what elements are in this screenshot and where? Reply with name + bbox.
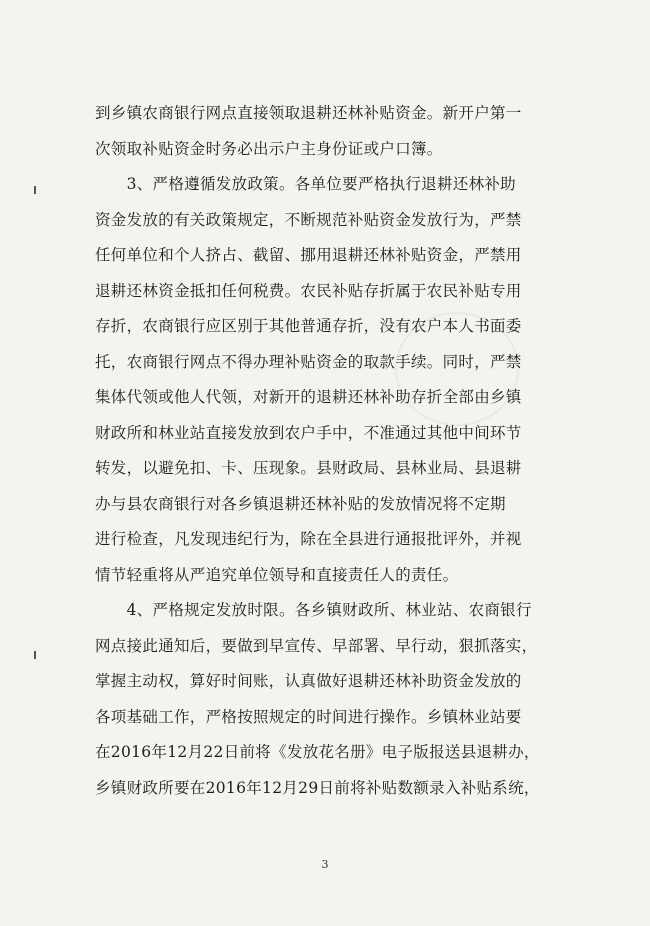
binding-mark-top [34, 186, 36, 194]
text-line: 托，农商银行网点不得办理补贴资金的取款手续。同时，严禁 [95, 352, 522, 371]
binding-mark-bottom [34, 651, 36, 659]
text-line: 4、严格规定发放时限。各乡镇财政所、林业站、农商银行 [95, 601, 532, 619]
text-line: 退耕还林资金抵扣任何税费。农民补贴存折属于农民补贴专用 [95, 281, 522, 300]
text-line: 情节轻重将从严追究单位领导和直接责任人的责任。 [95, 565, 459, 584]
text-line: 转发，以避免扣、卡、压现象。县财政局、县林业局、县退耕 [95, 459, 522, 477]
text-line: 存折，农商银行应区别于其他普通存折，没有农户本人书面委 [95, 317, 522, 335]
text-line: 次领取补贴资金时务必出示户主身份证或户口簿。 [95, 139, 443, 158]
text-line: 财政所和林业站直接发放到农户手中，不准通过其他中间环节 [95, 423, 522, 442]
text-line: 进行检查，凡发现违纪行为，除在全县进行通报批评外，并视 [95, 530, 522, 548]
text-line: 任何单位和个人挤占、截留、挪用退耕还林补贴资金，严禁用 [95, 246, 522, 264]
text-line: 网点接此通知后，要做到早宣传、早部署、早行动，狠抓落实， [95, 636, 538, 655]
text-line: 集体代领或他人代领，对新开的退耕还林补助存折全部由乡镇 [95, 388, 522, 406]
text-line: 办与县农商银行对各乡镇退耕还林补贴的发放情况将不定期 [95, 494, 506, 513]
text-line: 在2016年12月22日前将《发放花名册》电子版报送县退耕办， [95, 743, 540, 761]
text-line: 资金发放的有关政策规定，不断规范补贴资金发放行为，严禁 [95, 210, 522, 229]
text-line: 到乡镇农商银行网点直接领取退耕还林补贴资金。新开户第一 [95, 104, 522, 122]
text-line: 3、严格遵循发放政策。各单位要严格执行退耕还林补助 [95, 175, 516, 193]
page-number: 3 [321, 858, 329, 871]
body-text [95, 96, 575, 806]
text-line: 乡镇财政所要在2016年12月29日前将补贴数额录入补贴系统， [95, 778, 540, 797]
text-line: 各项基础工作，严格按照规定的时间进行操作。乡镇林业站要 [95, 707, 522, 726]
text-line: 掌握主动权，算好时间账，认真做好退耕还林补助资金发放的 [95, 672, 522, 690]
